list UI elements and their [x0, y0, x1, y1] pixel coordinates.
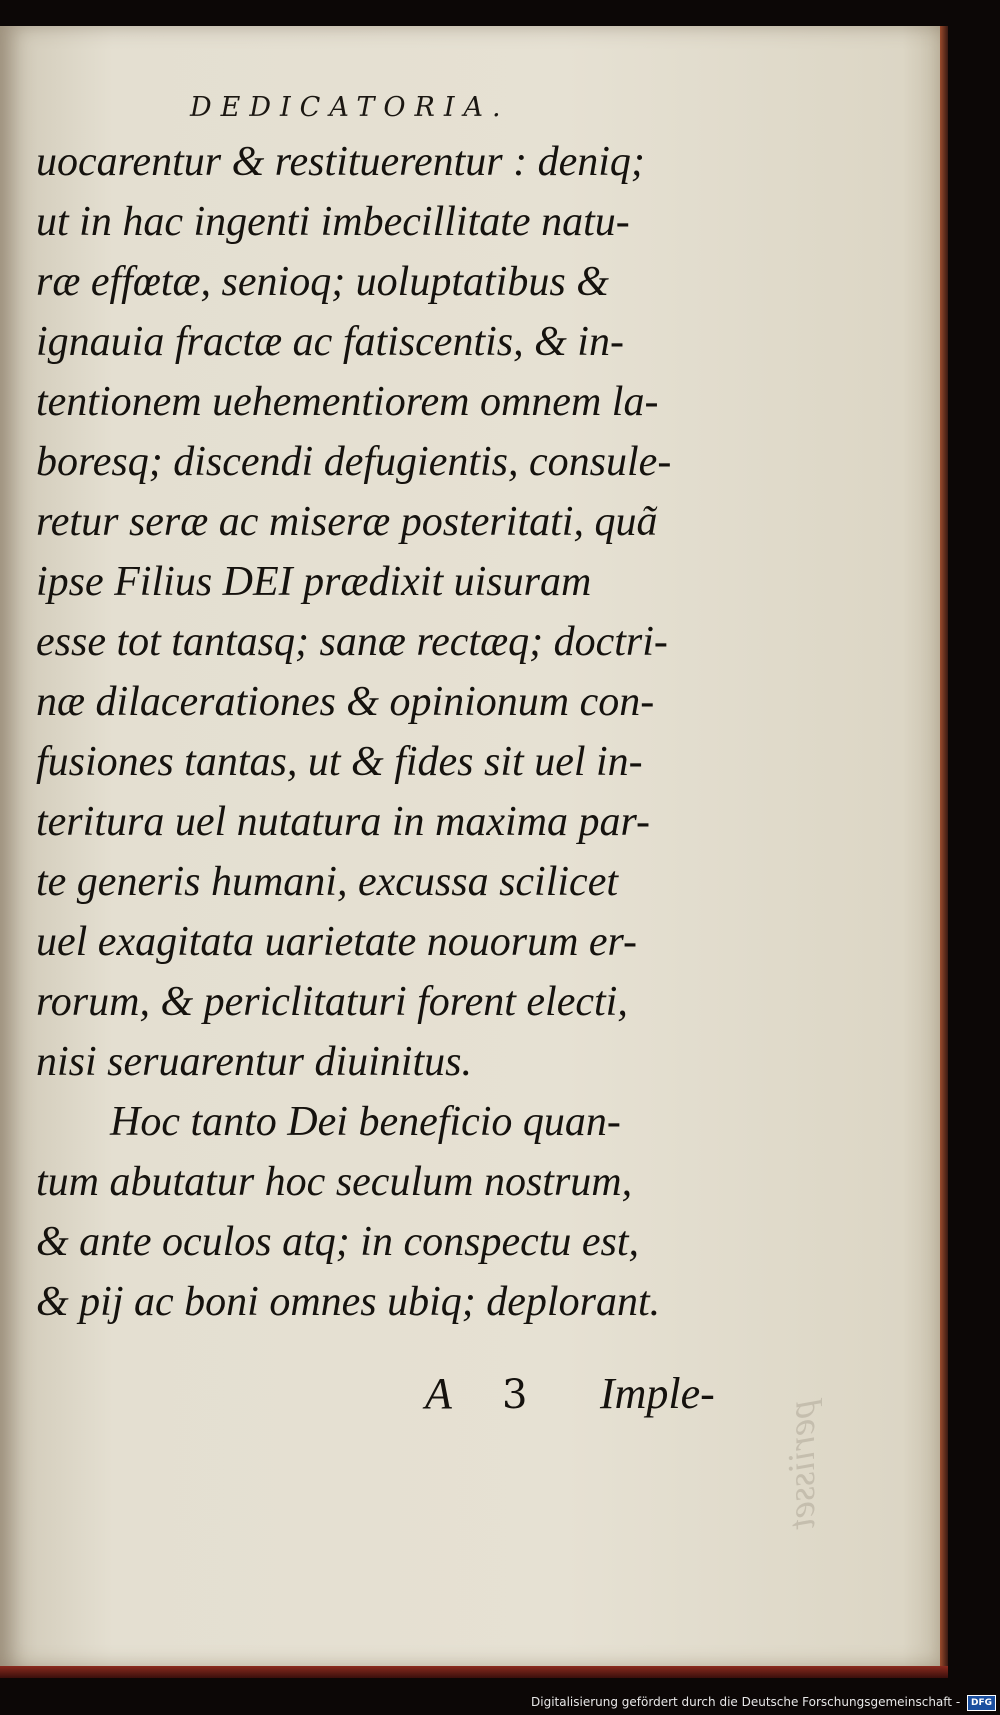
text-line: ipse Filius DEI prædixit uisuram — [36, 559, 592, 605]
catchword: Imple- — [600, 1369, 715, 1418]
text-line: ignauia fractæ ac fatiscentis, & in- — [36, 319, 624, 365]
signature-number: 3 — [502, 1372, 528, 1418]
text-line: esse tot tantasq; sanæ rectæq; doctri- — [36, 619, 668, 665]
signature-mark: A — [425, 1369, 452, 1418]
text-line: nisi seruarentur diuinitus. — [36, 1039, 472, 1085]
text-line: fusiones tantas, ut & fides sit uel in- — [36, 739, 643, 785]
page-edge — [940, 26, 948, 1676]
page-bottom-edge — [0, 1666, 948, 1678]
digitization-credit — [531, 1691, 996, 1713]
text-line: ut in hac ingenti imbecillitate natu- — [36, 199, 630, 245]
text-line: ræ effœtæ, senioq; uoluptatibus & — [36, 259, 609, 305]
paragraph-line: & ante oculos atq; in conspectu est, — [36, 1219, 640, 1265]
bleed-through-text: periisset — [781, 1400, 823, 1529]
paragraph-line: tum abutatur hoc seculum nostrum, — [36, 1159, 633, 1205]
credit-text: Digitalisierung gefördert durch die Deutsche Forschungsgemeinschaft - — [531, 1695, 961, 1709]
dfg-logo: DFG — [967, 1695, 996, 1711]
body-text — [36, 132, 736, 1332]
text-line: retur seræ ac miseræ posteritati, quã — [36, 499, 658, 545]
text-line: uel exagitata uarietate nouorum er- — [36, 919, 638, 965]
text-line: næ dilacerationes & opinionum con- — [36, 679, 655, 725]
text-line: boresq; discendi defugientis, consule- — [36, 439, 672, 485]
text-line: rorum, & periclitaturi forent electi, — [36, 979, 628, 1025]
paragraph-line: Hoc tanto Dei beneficio quan- — [110, 1099, 621, 1145]
paragraph-line: & pij ac boni omnes ubiq; deplorant. — [36, 1279, 661, 1325]
text-line: teritura uel nutatura in maxima par- — [36, 799, 650, 845]
running-head: DEDICATORIA. — [190, 92, 510, 123]
text-line: uocarentur & restituerentur : deniq; — [36, 139, 645, 185]
text-line: tentionem uehementiorem omnem la- — [36, 379, 659, 425]
text-line: te generis humani, excussa scilicet — [36, 859, 619, 905]
